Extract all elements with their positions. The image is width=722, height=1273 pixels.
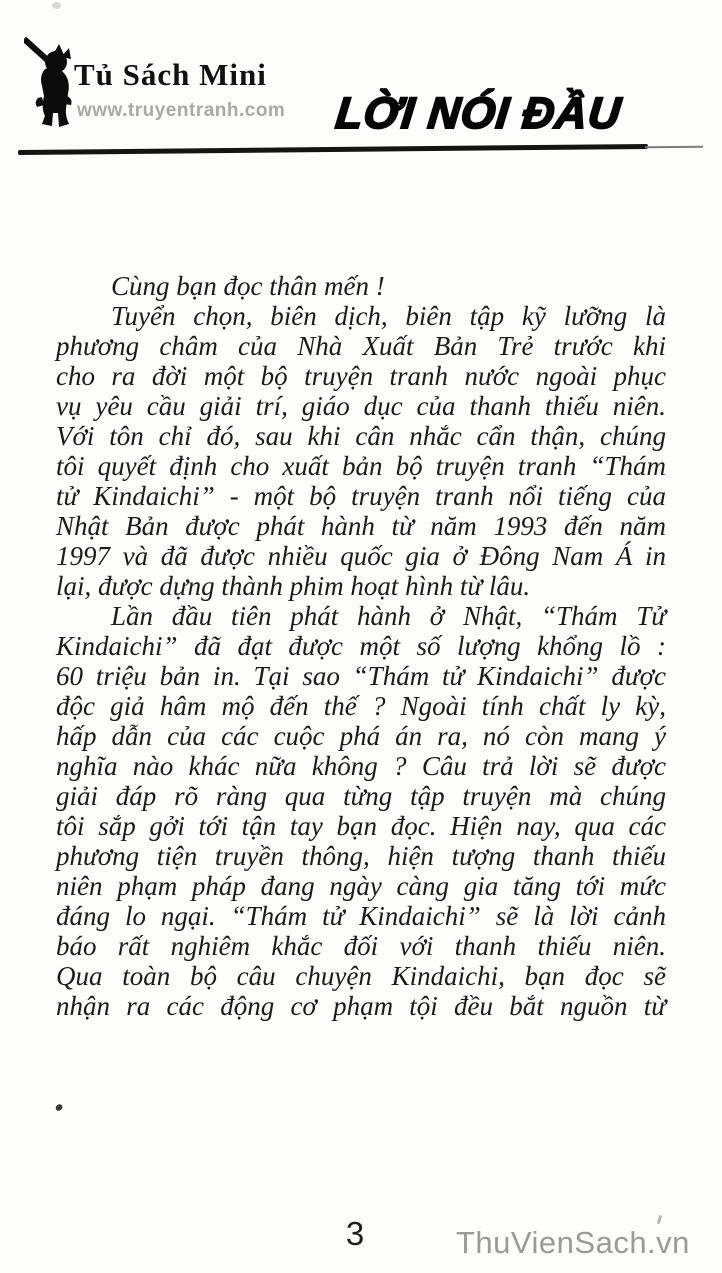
text-line: lại, được dựng thành phim hoạt hình từ lâu. bbox=[56, 571, 531, 601]
text-line: Qua toàn bộ câu chuyện Kindaichi, bạn đọc sẽ bbox=[56, 961, 666, 991]
text-line: Tuyển chọn, biên dịch, biên tập kỹ lưỡng là bbox=[111, 301, 666, 331]
text-line: phương tiện truyền thông, hiện tượng thanh thiếu bbox=[56, 841, 666, 871]
samurai-mascot-icon bbox=[24, 36, 80, 130]
text-line: 1997 và đã được nhiều quốc gia ở Đông Nam Á in bbox=[56, 541, 666, 571]
text-line: niên phạm pháp đang ngày càng gia tăng tới mức bbox=[56, 871, 666, 901]
ink-speck bbox=[52, 2, 61, 9]
text-line: Với tôn chỉ đó, sau khi cân nhắc cẩn thận, chúng bbox=[56, 421, 666, 451]
brand-name: Tủ Sách Mini bbox=[74, 57, 267, 92]
text-line: Nhật Bản được phát hành từ năm 1993 đến năm bbox=[56, 511, 666, 541]
header-divider-tail bbox=[645, 146, 703, 149]
brand-url: www.truyentranh.com bbox=[77, 100, 286, 121]
body-text bbox=[56, 271, 666, 1021]
header-divider bbox=[18, 144, 648, 155]
text-line: 60 triệu bản in. Tại sao “Thám tử Kindaichi” được bbox=[56, 661, 666, 691]
watermark-text: ThuVienSach.vn bbox=[456, 1225, 690, 1260]
page-title: LỜI NÓI ĐẦU bbox=[333, 89, 624, 138]
text-line: phương châm của Nhà Xuất Bản Trẻ trước khi bbox=[56, 331, 666, 361]
text-line: báo rất nghiêm khắc đối với thanh thiếu niên. bbox=[56, 931, 666, 961]
text-line: tử Kindaichi” - một bộ truyện tranh nổi tiếng của bbox=[56, 481, 666, 511]
text-line: đáng lo ngại. “Thám tử Kindaichi” sẽ là lời cảnh bbox=[56, 901, 666, 931]
text-line: Cùng bạn đọc thân mến ! bbox=[111, 271, 385, 301]
text-line: độc giả hâm mộ đến thế ? Ngoài tính chất ly kỳ, bbox=[56, 691, 666, 721]
paragraph bbox=[56, 301, 666, 601]
page-number: 3 bbox=[345, 1215, 365, 1252]
paragraph bbox=[56, 601, 666, 1021]
text-line: tôi sắp gởi tới tận tay bạn đọc. Hiện nay, qua các bbox=[56, 811, 666, 841]
text-line: tôi quyết định cho xuất bản bộ truyện tranh “Thám bbox=[56, 451, 666, 481]
text-line: Lần đầu tiên phát hành ở Nhật, “Thám Tử bbox=[111, 601, 666, 631]
ink-speck bbox=[657, 1215, 663, 1224]
text-line: Kindaichi” đã đạt được một số lượng khổng lồ : bbox=[56, 631, 666, 661]
text-line: nghĩa nào khác nữa không ? Câu trả lời sẽ được bbox=[56, 751, 666, 781]
ink-speck bbox=[55, 1103, 64, 1112]
text-line: nhận ra các động cơ phạm tội đều bắt nguồn từ bbox=[56, 991, 666, 1021]
text-line: cho ra đời một bộ truyện tranh nước ngoài phục bbox=[56, 361, 666, 391]
paragraph bbox=[56, 271, 666, 301]
text-line: giải đáp rõ ràng qua từng tập truyện mà chúng bbox=[56, 781, 666, 811]
text-line: vụ yêu cầu giải trí, giáo dục của thanh thiếu niên. bbox=[56, 391, 666, 421]
text-line: hấp dẫn của các cuộc phá án ra, nó còn mang ý bbox=[56, 721, 666, 751]
